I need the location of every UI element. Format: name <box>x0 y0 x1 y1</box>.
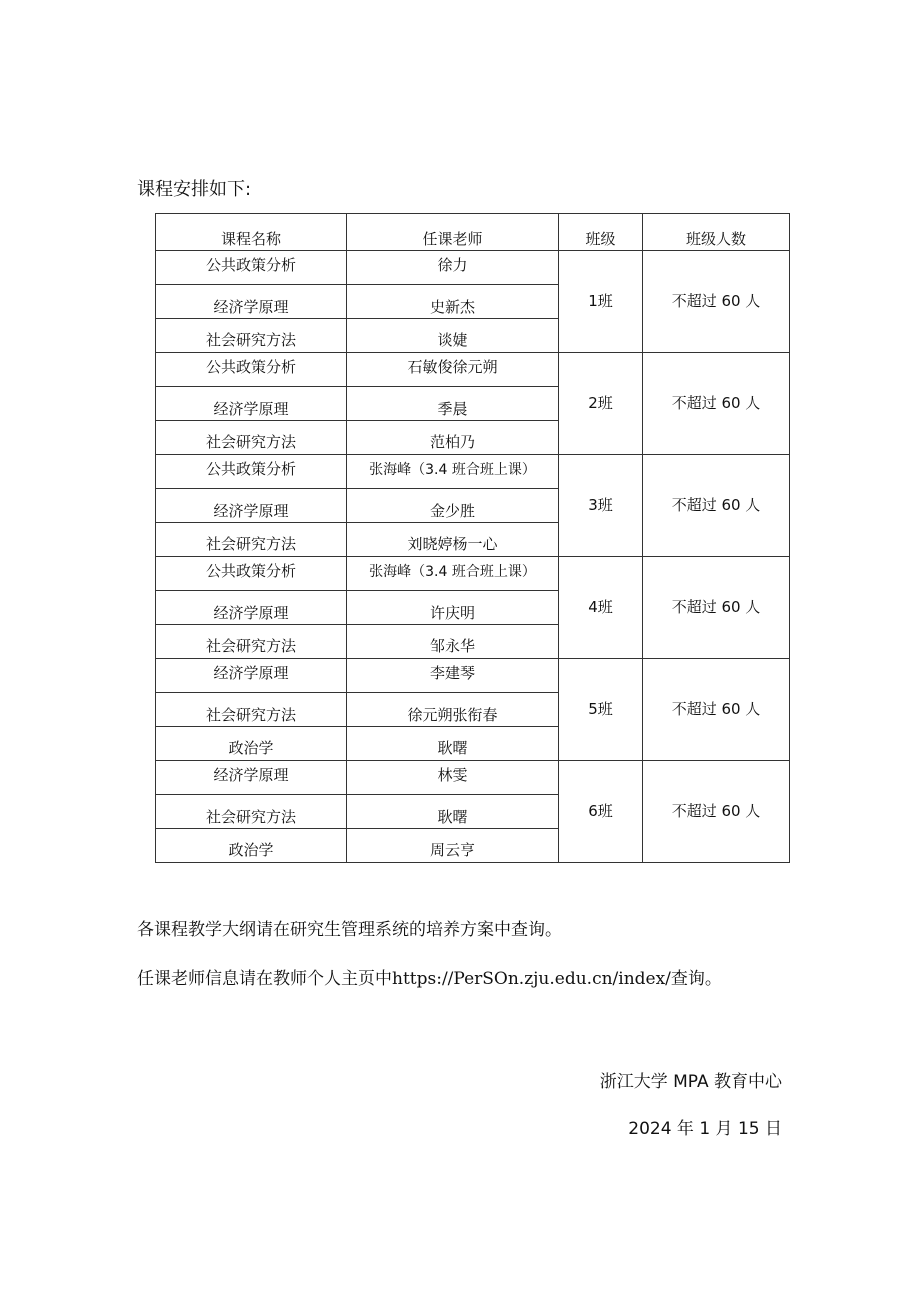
course-cell <box>156 285 347 319</box>
teacher-cell <box>347 727 559 761</box>
course-cell <box>156 625 347 659</box>
teacher-name: 张海峰（3.4 班合班上课） <box>369 461 536 478</box>
teacher-cell <box>347 455 559 489</box>
section-heading: 课程安排如下: <box>137 179 252 200</box>
course-name: 公共政策分析 <box>205 358 296 376</box>
table-row <box>156 455 790 489</box>
course-cell <box>156 421 347 455</box>
course-name: 经济学原理 <box>213 664 289 682</box>
class-cell <box>559 659 643 761</box>
course-name: 社会研究方法 <box>205 331 296 349</box>
course-cell <box>156 659 347 693</box>
teacher-cell <box>347 319 559 353</box>
teacher-cell <box>347 489 559 523</box>
teacher-name: 许庆明 <box>429 604 475 622</box>
class-cell <box>559 761 643 863</box>
course-cell <box>156 489 347 523</box>
teacher-name: 季晨 <box>437 400 468 418</box>
course-name: 社会研究方法 <box>205 535 296 553</box>
course-cell <box>156 591 347 625</box>
teacher-cell <box>347 591 559 625</box>
class-cell <box>559 251 643 353</box>
teacher-name: 李建琴 <box>429 664 475 682</box>
course-cell <box>156 387 347 421</box>
course-name: 经济学原理 <box>213 604 289 622</box>
course-cell <box>156 353 347 387</box>
teacher-info-note <box>137 964 722 989</box>
course-name: 社会研究方法 <box>205 637 296 655</box>
table-row <box>156 353 790 387</box>
class-size-limit: 不超过 60 人 <box>671 598 761 616</box>
teacher-name: 邹永华 <box>429 637 475 655</box>
course-name: 经济学原理 <box>213 298 289 316</box>
teacher-name: 林雯 <box>437 766 468 784</box>
class-size-limit: 不超过 60 人 <box>671 292 761 310</box>
course-cell <box>156 557 347 591</box>
teacher-info-prefix: 任课老师信息请在教师个人主页中 <box>137 969 392 989</box>
course-name: 经济学原理 <box>213 400 289 418</box>
class-label: 1班 <box>588 292 613 310</box>
class-size-limit: 不超过 60 人 <box>671 394 761 412</box>
class-size-limit: 不超过 60 人 <box>671 700 761 718</box>
class-size-cell <box>643 455 790 557</box>
course-name: 经济学原理 <box>213 766 289 784</box>
class-label: 3班 <box>588 496 613 514</box>
teacher-name: 耿曙 <box>437 808 468 826</box>
table-row <box>156 659 790 693</box>
class-size-cell <box>643 557 790 659</box>
teacher-cell <box>347 285 559 319</box>
teacher-info-suffix: 查询。 <box>670 969 722 989</box>
header-class-size: 班级人数 <box>643 214 790 251</box>
teacher-homepage-link[interactable]: https://PerSOn.zju.edu.cn/index/ <box>392 969 671 989</box>
course-cell <box>156 829 347 863</box>
course-name: 社会研究方法 <box>205 433 296 451</box>
class-label: 4班 <box>588 598 613 616</box>
course-cell <box>156 727 347 761</box>
teacher-name: 徐元朔张衔春 <box>407 706 498 724</box>
course-cell <box>156 523 347 557</box>
class-size-limit: 不超过 60 人 <box>671 802 761 820</box>
class-size-cell <box>643 251 790 353</box>
teacher-name: 范柏乃 <box>429 433 475 451</box>
class-cell <box>559 455 643 557</box>
teacher-name: 张海峰（3.4 班合班上课） <box>369 563 536 580</box>
teacher-name: 谈婕 <box>437 331 468 349</box>
table-row <box>156 557 790 591</box>
course-name: 社会研究方法 <box>205 706 296 724</box>
class-label: 5班 <box>588 700 613 718</box>
teacher-name: 金少胜 <box>429 502 475 520</box>
teacher-name: 石敏俊徐元朔 <box>407 358 498 376</box>
table-row <box>156 761 790 795</box>
table-header-row <box>156 214 790 251</box>
teacher-cell <box>347 625 559 659</box>
teacher-name: 徐力 <box>437 256 468 274</box>
course-name: 社会研究方法 <box>205 808 296 826</box>
teacher-name: 耿曙 <box>437 739 468 757</box>
syllabus-note: 各课程教学大纲请在研究生管理系统的培养方案中查询。 <box>137 920 562 940</box>
course-cell <box>156 761 347 795</box>
course-name: 政治学 <box>228 841 274 859</box>
teacher-cell <box>347 421 559 455</box>
teacher-cell <box>347 387 559 421</box>
teacher-cell <box>347 795 559 829</box>
table-body <box>156 251 790 863</box>
teacher-cell <box>347 353 559 387</box>
course-cell <box>156 251 347 285</box>
course-cell <box>156 455 347 489</box>
header-class: 班级 <box>559 214 643 251</box>
course-cell <box>156 693 347 727</box>
class-size-cell <box>643 761 790 863</box>
teacher-cell <box>347 523 559 557</box>
teacher-cell <box>347 557 559 591</box>
course-name: 政治学 <box>228 739 274 757</box>
signature-date: 2024 年 1 月 15 日 <box>628 1119 782 1139</box>
signature-org: 浙江大学 MPA 教育中心 <box>599 1072 782 1092</box>
course-name: 公共政策分析 <box>205 256 296 274</box>
teacher-cell <box>347 761 559 795</box>
class-size-limit: 不超过 60 人 <box>671 496 761 514</box>
teacher-name: 史新杰 <box>429 298 475 316</box>
course-name: 公共政策分析 <box>205 562 296 580</box>
teacher-cell <box>347 829 559 863</box>
teacher-cell <box>347 659 559 693</box>
class-label: 2班 <box>588 394 613 412</box>
class-size-cell <box>643 353 790 455</box>
class-size-cell <box>643 659 790 761</box>
teacher-name: 刘晓婷杨一心 <box>407 535 498 553</box>
table-row <box>156 251 790 285</box>
class-cell <box>559 557 643 659</box>
header-course: 课程名称 <box>156 214 347 251</box>
course-schedule-table <box>155 213 790 863</box>
teacher-name: 周云亨 <box>429 841 475 859</box>
class-label: 6班 <box>588 802 613 820</box>
course-name: 经济学原理 <box>213 502 289 520</box>
teacher-cell <box>347 693 559 727</box>
teacher-cell <box>347 251 559 285</box>
course-name: 公共政策分析 <box>205 460 296 478</box>
header-teacher: 任课老师 <box>347 214 559 251</box>
course-cell <box>156 319 347 353</box>
course-cell <box>156 795 347 829</box>
class-cell <box>559 353 643 455</box>
